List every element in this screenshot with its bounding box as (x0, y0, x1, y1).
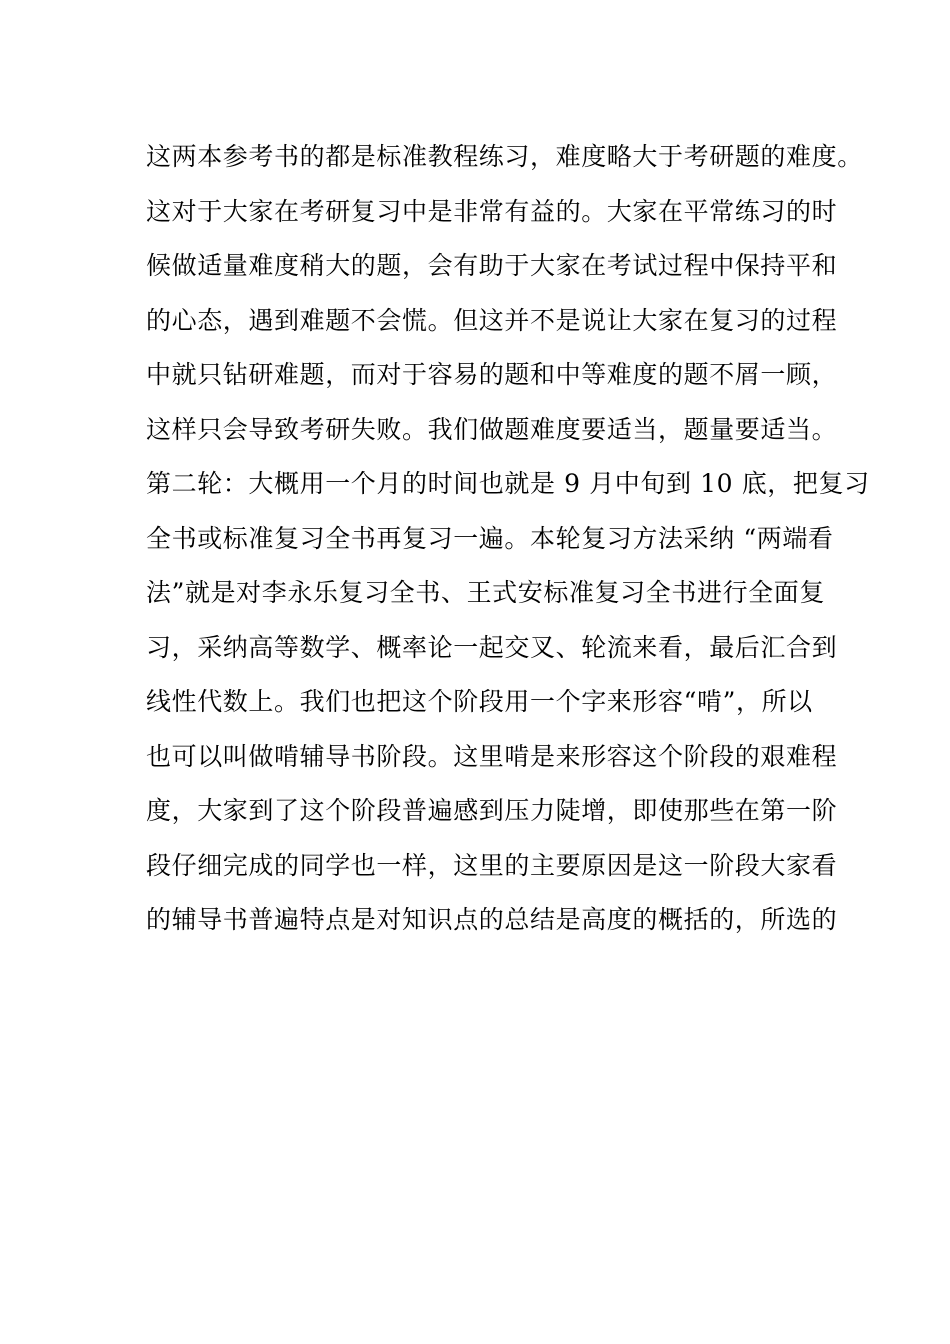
text-line: 习，采纳高等数学、概率论一起交叉、轮流来看，最后汇合到 (146, 632, 838, 662)
text-line: 的辅导书普遍特点是对知识点的总结是高度的概括的，所选的 (146, 905, 838, 934)
text-line: 线性代数上。我们也把这个阶段用一个字来形容“啃”，所以 (146, 687, 813, 716)
text-line: 候做适量难度稍大的题，会有助于大家在考试过程中保持平和 (146, 251, 838, 280)
text-line: 这两本参考书的都是标准教程练习，难度略大于考研题的难度。 (146, 142, 863, 171)
text-line: 第二轮：大概用一个月的时间也就是 9 月中旬到 10 底，把复习 (146, 469, 870, 498)
text-line: 法”就是对李永乐复习全书、王式安标准复习全书进行全面复 (146, 578, 825, 607)
text-line: 中就只钻研难题，而对于容易的题和中等难度的题不屑一顾， (146, 360, 838, 389)
text-line: 这对于大家在考研复习中是非常有益的。大家在平常练习的时 (146, 196, 838, 226)
text-line: 这样只会导致考研失败。我们做题难度要适当，题量要适当。 (146, 414, 838, 444)
text-line: 段仔细完成的同学也一样，这里的主要原因是这一阶段大家看 (146, 850, 838, 880)
text-line: 也可以叫做啃辅导书阶段。这里啃是来形容这个阶段的艰难程 (146, 741, 838, 771)
text-line: 度，大家到了这个阶段普遍感到压力陡增，即使那些在第一阶 (146, 796, 838, 825)
text-line: 全书或标准复习全书再复习一遍。本轮复习方法采纳 “两端看 (146, 523, 834, 553)
text-line: 的心态，遇到难题不会慌。但这并不是说让大家在复习的过程 (146, 305, 838, 335)
body-text (146, 130, 870, 948)
